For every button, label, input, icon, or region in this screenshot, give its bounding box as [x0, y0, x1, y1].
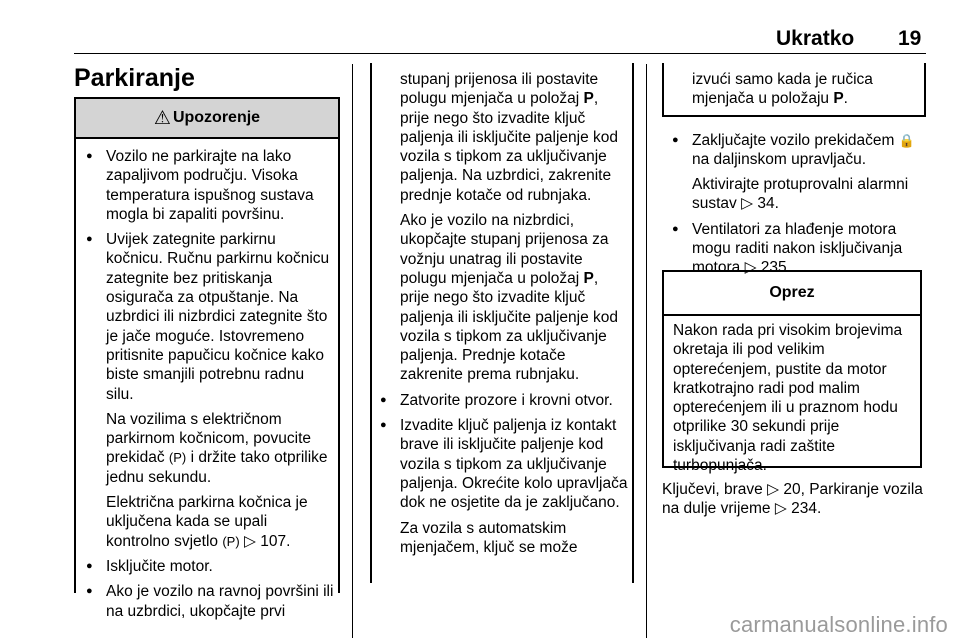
list-item: ● Ako je vozilo na ravnoj površini ili na uzbrdici, ukopčajte prvi — [84, 582, 334, 621]
column-divider-2 — [646, 64, 647, 638]
page-ref-arrow-icon: ▷ — [744, 259, 757, 277]
cross-references: Ključevi, brave ▷ 20, Parkiranje vozila na dulje vrijeme ▷ 234. — [662, 481, 923, 518]
caution-box-title: Oprez — [664, 272, 920, 316]
list-item: ● Uvijek zategnite parkirnu kočnicu. Ručnu parkirnu kočnicu zategnite bez pritiskanja osigurača za otpuštanje. Na uzbrdici ili nizbrdici zategnite što je jače moguće. Istovremeno pritisnite papučicu kočnice kako biste smanjili potrebnu radnu silu. — [84, 230, 334, 404]
paragraph: izvući samo kada je ručica mjenjača u položaju P. — [692, 71, 873, 108]
page-ref: 34. — [757, 195, 779, 213]
list-item: ● Zatvorite prozore i krovni otvor. — [378, 391, 628, 410]
page-ref-arrow-icon: ▷ — [741, 195, 754, 213]
paragraph: Električna parkirna kočnica je uključena kada se upali kontrolno svjetlo (P) ▷ 107. — [106, 494, 308, 550]
paragraph: Za vozila s automatskim mjenjačem, ključ se može — [400, 519, 578, 556]
header-rule — [74, 53, 926, 54]
page-number: 19 — [898, 27, 922, 50]
warning-box-title: Upozorenje — [172, 109, 261, 126]
list-item: ● Ventilatori za hlađenje motora mogu raditi nakon isključivanja motora ▷ 235. — [670, 220, 924, 278]
caution-box-text: Nakon rada pri visokim brojevima okretaja ili pod velikim opterećenjem, pustite da motor kratkotrajno radi pod malim opterećenjem ili u praznom hodu otprilike 30 sekundi prije isključivanja radi zaštite turbopunjača. — [673, 322, 903, 475]
list-item: ● Izvadite ključ paljenja iz kontakt brave ili isključite paljenje kod vozila s tipkom za uključivanje paljenja. Okrećite kolo upravljača dok ne osjetite da je zaključano. — [378, 416, 628, 512]
paragraph: Aktivirajte protuprovalni alarmni sustav ▷ 34. — [692, 176, 909, 213]
caution-box — [662, 270, 922, 475]
middle-column — [378, 70, 628, 563]
list-item: ● Vozilo ne parkirajte na lako zapaljivom području. Visoka temperatura ispušnog sustava mogla bi zapaliti površinu. — [84, 147, 334, 224]
lock-icon: 🔒 — [898, 132, 915, 148]
page-ref-arrow-icon: ▷ — [774, 500, 787, 518]
list-item: ● Isključite motor. — [84, 557, 334, 576]
column-divider-1 — [352, 64, 353, 638]
list-item: ● Zaključajte vozilo prekidačem 🔒 na daljinskom upravljaču. — [670, 131, 924, 170]
page-ref: 107. — [260, 532, 291, 550]
left-column — [84, 147, 334, 627]
page-ref-arrow-icon: ▷ — [767, 481, 780, 498]
warning-box-header — [76, 97, 338, 139]
warning-triangle-icon: ⚠ — [153, 107, 171, 129]
page-ref: 235. — [760, 259, 791, 277]
header-title: Ukratko — [776, 27, 855, 50]
paragraph: Ako je vozilo na nizbrdici, ukopčajte stupanj prijenosa za vožnju unatrag ili postavite polugu mjenjača u položaj P, prije nego što izvadite ključ paljenja ili isključite paljenje kod vozila s tipkom za uključivanje paljenja. Prednje kotače zakrenite prema rubnjaku. — [400, 212, 618, 384]
paragraph: Na vozilima s električnom parkirnom kočnicom, povucite prekidač (P) i držite tako otprilike jednu sekundu. — [106, 410, 328, 486]
watermark: carmanualsonline.info — [729, 612, 948, 637]
right-column — [670, 70, 924, 284]
parking-brake-icon: (P) — [222, 533, 240, 549]
section-title: Parkiranje — [74, 64, 195, 92]
paragraph: stupanj prijenosa ili postavite polugu mjenjača u položaj P, prije nego što izvadite ključ paljenja ili isključite paljenje kod vozila s tipkom za uključivanje paljenja. Na uzbrdici, zakrenite prednje kotače od rubnjaka. — [400, 71, 618, 204]
parking-brake-icon: (P) — [168, 450, 187, 466]
page-ref-arrow-icon: ▷ — [243, 532, 256, 550]
